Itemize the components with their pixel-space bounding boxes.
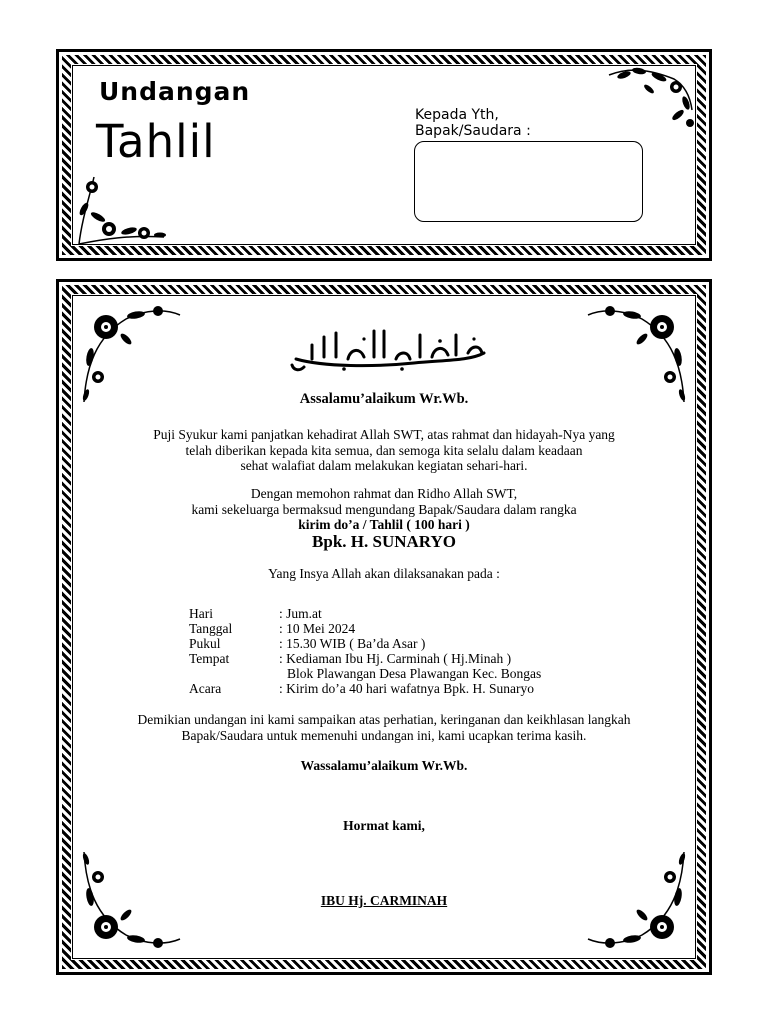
letter-card bbox=[56, 279, 712, 975]
recipient-line-1: Kepada Yth, bbox=[415, 107, 499, 123]
detail-label: Tempat bbox=[189, 651, 230, 666]
floral-corner-ornament-icon bbox=[584, 297, 692, 407]
detail-row-place-continued bbox=[189, 666, 541, 681]
envelope-title-big: Tahlil bbox=[96, 115, 216, 168]
event-details bbox=[189, 606, 541, 696]
paragraph-opening bbox=[56, 427, 712, 474]
regards: Hormat kami, bbox=[343, 818, 425, 833]
detail-value: : 10 Mei 2024 bbox=[279, 621, 356, 636]
schedule-intro: Yang Insya Allah akan dilaksanakan pada : bbox=[268, 566, 500, 581]
detail-label: Acara bbox=[189, 681, 222, 696]
opening-line: telah diberikan kepada kita semua, dan semoga kita selalu dalam keadaan bbox=[185, 442, 583, 458]
signature-name: IBU Hj. CARMINAH bbox=[320, 893, 448, 908]
invitation-line: kami sekeluarga bermaksud mengundang Bapak/Saudara dalam rangka bbox=[191, 501, 577, 517]
closing-line: Bapak/Saudara untuk memenuhi undangan ini, kami ucapkan terima kasih. bbox=[181, 727, 587, 743]
envelope-title-small: Undangan bbox=[99, 77, 251, 106]
floral-corner-ornament-icon bbox=[74, 169, 169, 249]
farewell: Wassalamu’alaikum Wr.Wb. bbox=[300, 758, 468, 773]
detail-value: Blok Plawangan Desa Plawangan Kec. Bongas bbox=[287, 666, 542, 681]
basmalah-calligraphy-icon bbox=[284, 323, 494, 375]
detail-row-day bbox=[189, 606, 541, 621]
detail-label: Hari bbox=[189, 606, 213, 621]
floral-corner-ornament-icon bbox=[604, 65, 696, 133]
detail-row-place bbox=[189, 651, 541, 666]
closing-line: Demikian undangan ini kami sampaikan atas perhatian, keringanan dan keikhlasan langkah bbox=[137, 712, 631, 727]
detail-label: Pukul bbox=[189, 636, 221, 651]
signature-block bbox=[56, 893, 712, 909]
recipient-address-box bbox=[414, 141, 643, 222]
detail-value: : Kediaman Ibu Hj. Carminah ( Hj.Minah ) bbox=[279, 651, 512, 666]
recipient-line-2: Bapak/Saudara : bbox=[415, 123, 531, 139]
event-name: kirim do’a / Tahlil ( 100 hari ) bbox=[298, 517, 470, 532]
invitation-line: Dengan memohon rahmat dan Ridho Allah SWT, bbox=[250, 486, 518, 501]
detail-value: : Kirim do’a 40 hari wafatnya Bpk. H. Sunaryo bbox=[279, 681, 534, 696]
recipient-label bbox=[415, 107, 531, 139]
detail-value: : Jum.at bbox=[279, 606, 322, 621]
greeting: Assalamu’alaikum Wr.Wb. bbox=[299, 391, 469, 407]
detail-value: : 15.30 WIB ( Ba’da Asar ) bbox=[279, 636, 426, 651]
detail-label bbox=[189, 666, 279, 681]
detail-label: Tanggal bbox=[189, 621, 233, 636]
opening-line: Puji Syukur kami panjatkan kehadirat Allah SWT, atas rahmat dan hidayah-Nya yang bbox=[153, 427, 615, 442]
detail-row-event bbox=[189, 681, 541, 696]
paragraph-invitation bbox=[56, 486, 712, 533]
honoree-name: Bpk. H. SUNARYO bbox=[312, 532, 456, 551]
envelope-card bbox=[56, 49, 712, 261]
floral-corner-ornament-icon bbox=[76, 297, 182, 407]
detail-row-time bbox=[189, 636, 541, 651]
detail-row-date bbox=[189, 621, 541, 636]
opening-line: sehat walafiat dalam melakukan kegiatan sehari-hari. bbox=[240, 458, 528, 473]
paragraph-closing bbox=[56, 712, 712, 743]
